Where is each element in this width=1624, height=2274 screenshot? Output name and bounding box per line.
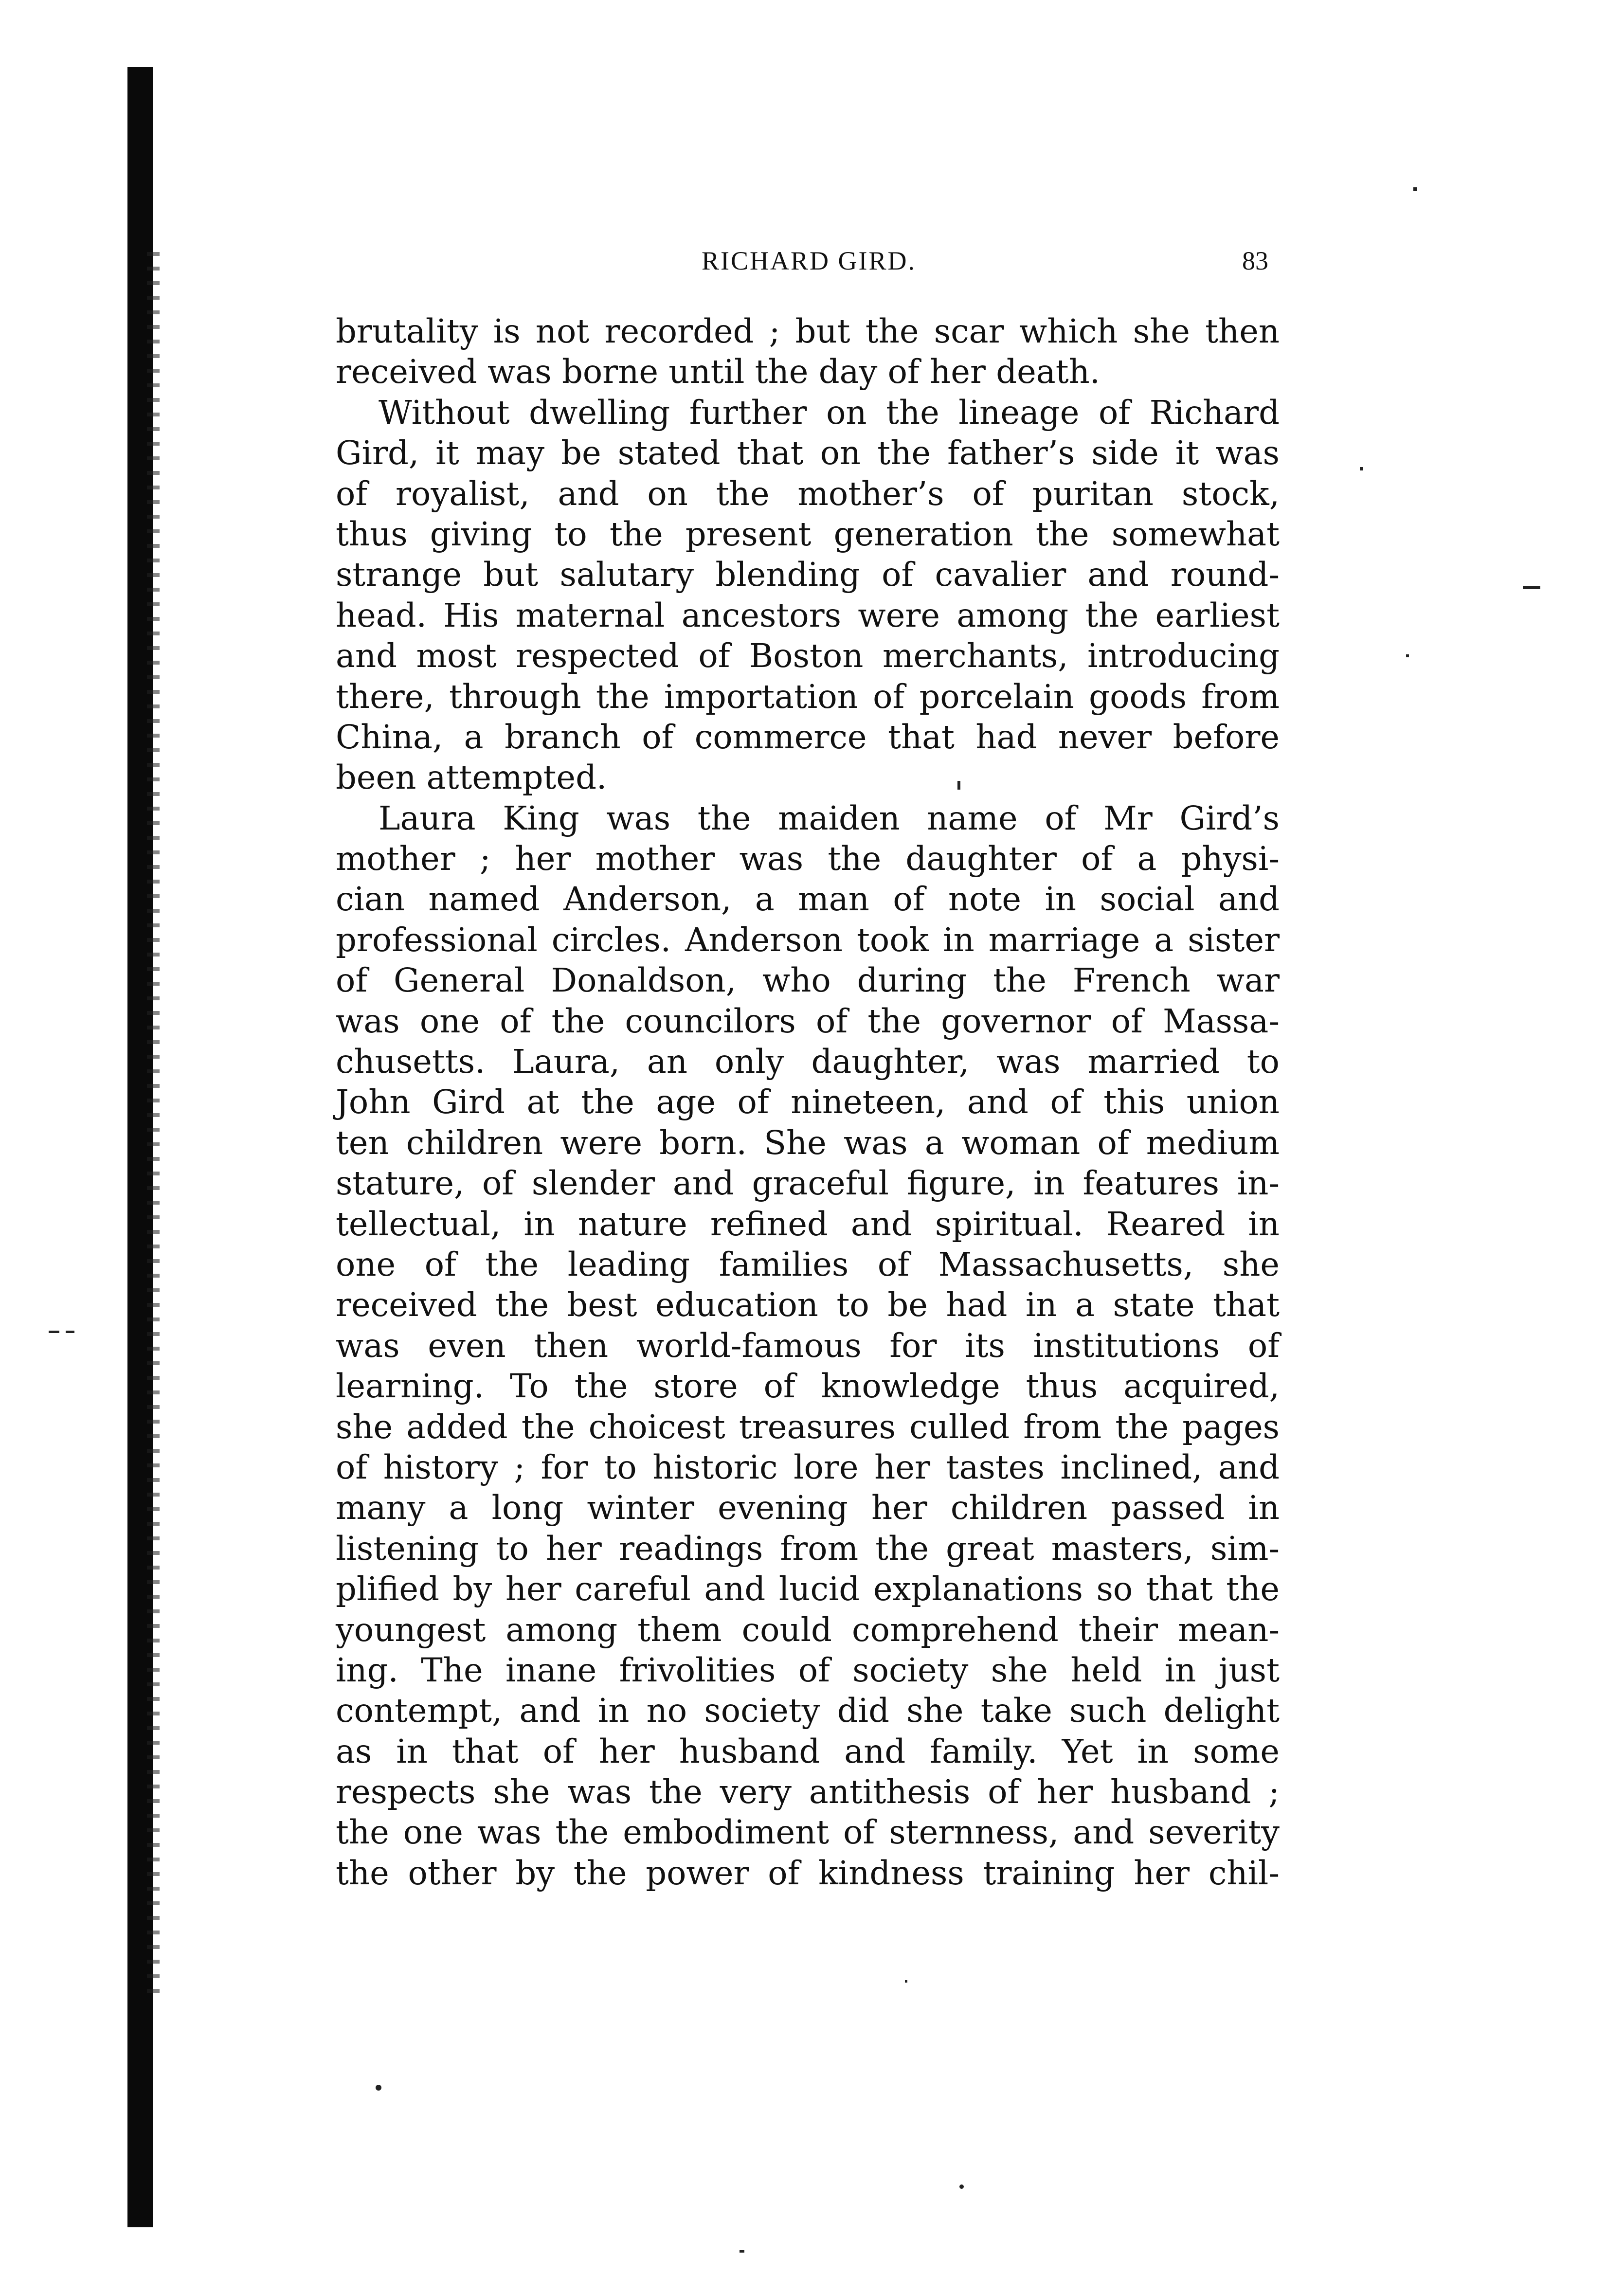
text-line: Laura King was the maiden name of Mr Gird’s xyxy=(379,799,1280,837)
text-line: received was borne until the day of her death. xyxy=(336,353,1101,391)
text-line: was even then world-famous for its institutions of xyxy=(336,1326,1280,1365)
text-line: learning. To the store of knowledge thus acquired, xyxy=(336,1367,1280,1406)
text-line: John Gird at the age of nineteen, and of this union xyxy=(336,1083,1280,1121)
text-line: listening to her readings from the great masters, sim- xyxy=(336,1529,1280,1568)
page-header xyxy=(336,246,1282,280)
scan-speck xyxy=(1523,586,1540,589)
text-line: professional circles. Anderson took in marriage a sister xyxy=(336,920,1280,959)
scan-speck xyxy=(1413,187,1417,191)
text-line: mother ; her mother was the daughter of a physi- xyxy=(336,840,1280,878)
scan-speck xyxy=(376,2085,381,2091)
text-line: chusetts. Laura, an only daughter, was married to xyxy=(336,1043,1280,1081)
scan-speck xyxy=(905,1980,907,1983)
scan-speck xyxy=(740,2250,744,2253)
text-line: received the best education to be had in a state that xyxy=(336,1286,1280,1324)
text-line: cian named Anderson, a man of note in social and xyxy=(336,880,1280,919)
text-line: she added the choicest treasures culled from the pages xyxy=(336,1408,1280,1446)
text-line: of royalist, and on the mother’s of puritan stock, xyxy=(336,474,1280,513)
text-line: stature, of slender and graceful figure, in features in- xyxy=(336,1164,1280,1203)
text-line: the one was the embodiment of sternness, and severity xyxy=(336,1813,1280,1852)
page-number: 83 xyxy=(1242,246,1268,275)
text-line: thus giving to the present generation the somewhat xyxy=(336,515,1280,553)
scan-speck xyxy=(1360,467,1363,470)
text-line: brutality is not recorded ; but the scar which she then xyxy=(336,312,1280,350)
text-line: respects she was the very antithesis of her husband ; xyxy=(336,1773,1280,1811)
text-line: was one of the councilors of the governor of Massa- xyxy=(336,1002,1280,1040)
text-line: youngest among them could comprehend their mean- xyxy=(336,1610,1280,1649)
text-line: head. His maternal ancestors were among the earliest xyxy=(336,596,1280,634)
text-line: ten children were born. She was a woman of medium xyxy=(336,1123,1280,1162)
text-line: tellectual, in nature refined and spiritual. Reared in xyxy=(336,1205,1280,1243)
text-line: China, a branch of commerce that had never before xyxy=(336,718,1280,756)
text-line: as in that of her husband and family. Yet in some xyxy=(336,1732,1280,1770)
text-line: plified by her careful and lucid explanations so that the xyxy=(336,1570,1280,1608)
scan-speck xyxy=(49,1331,59,1333)
text-line: one of the leading families of Massachusetts, she xyxy=(336,1245,1280,1283)
scan-speck xyxy=(959,2184,964,2189)
scan-speck xyxy=(66,1331,74,1333)
text-line: been attempted. xyxy=(336,758,607,797)
text-line: there, through the importation of porcelain goods from xyxy=(336,677,1280,716)
scan-speck xyxy=(1406,654,1409,657)
text-line: of General Donaldson, who during the French war xyxy=(336,961,1280,1000)
text-line: contempt, and in no society did she take such delight xyxy=(336,1692,1280,1730)
text-line: many a long winter evening her children passed in xyxy=(336,1489,1280,1527)
text-line: of history ; for to historic lore her tastes inclined, and xyxy=(336,1448,1280,1486)
text-line: Without dwelling further on the lineage of Richard xyxy=(379,393,1280,432)
text-line: and most respected of Boston merchants, introducing xyxy=(336,637,1280,675)
text-line: strange but salutary blending of cavalier and round- xyxy=(336,556,1280,594)
scan-speck xyxy=(957,781,960,790)
text-line: ing. The inane frivolities of society she held in just xyxy=(336,1651,1280,1689)
binding-edge xyxy=(127,67,153,2227)
running-head: RICHARD GIRD. xyxy=(701,246,917,275)
text-line: Gird, it may be stated that on the father’s side it was xyxy=(336,434,1280,472)
text-line: the other by the power of kindness training her chil- xyxy=(336,1854,1280,1892)
body-text xyxy=(336,311,1280,1894)
